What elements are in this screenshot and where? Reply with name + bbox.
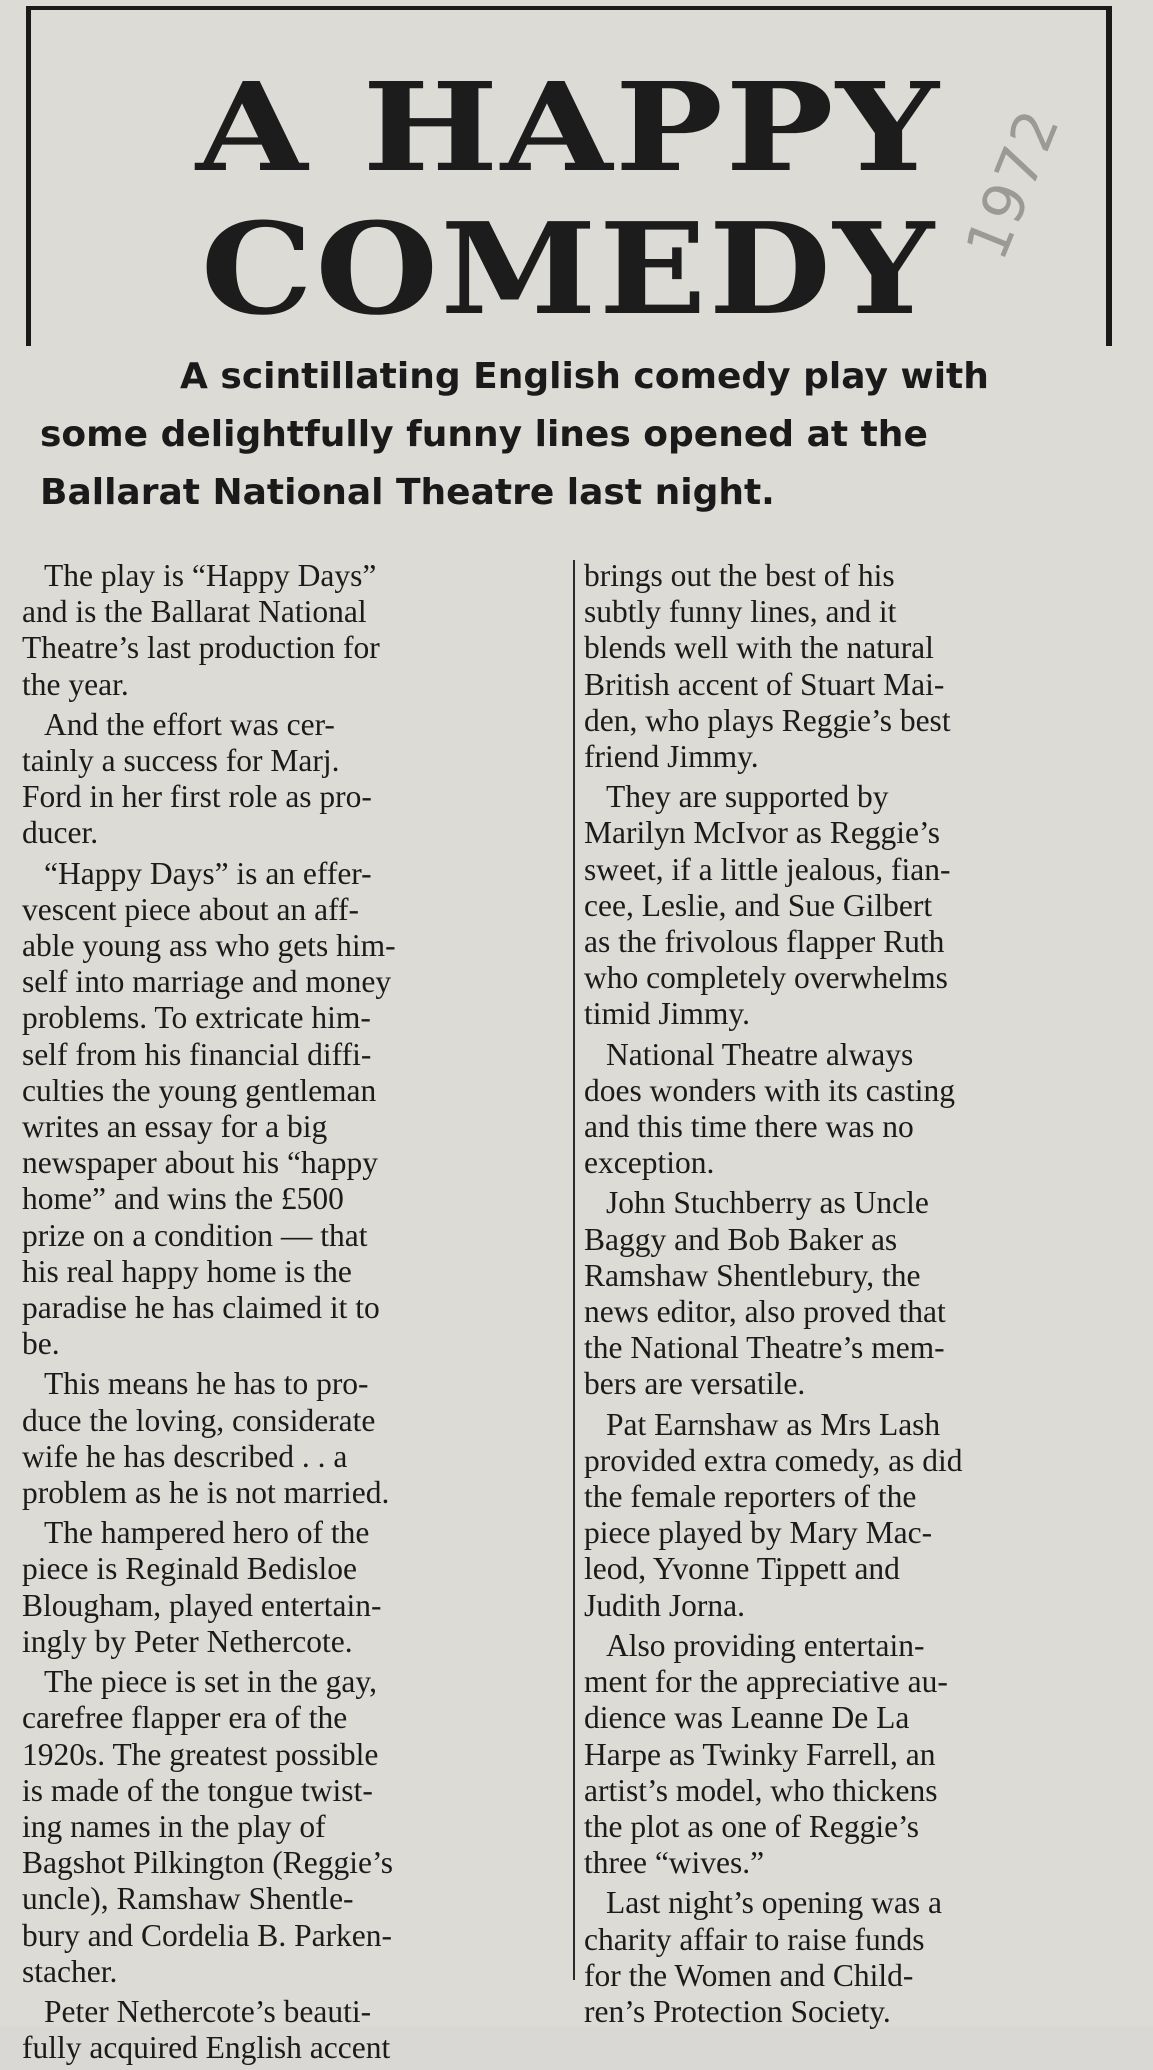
article-line: They are supported by (606, 779, 889, 815)
article-line: ren’s Protection Society. (584, 1993, 891, 2029)
article-paragraph (584, 1885, 1140, 2030)
article-paragraph (584, 1037, 1140, 1182)
article-paragraph (584, 779, 1140, 1032)
article-line: provided extra comedy, as did (584, 1442, 963, 1478)
standfirst-line: Ballarat National Theatre last night. (40, 472, 775, 513)
article-line: three “wives.” (584, 1845, 765, 1881)
article-line: subtly funny lines, and it (584, 594, 897, 630)
article-line: as the frivolous flapper Ruth (584, 924, 945, 960)
article-line: and this time there was no (584, 1109, 914, 1145)
article-line: Bagshot Pilkington (Reggie’s (22, 1845, 394, 1881)
article-line: British accent of Stuart Mai- (584, 666, 945, 702)
article-line: Baggy and Bob Baker as (584, 1221, 898, 1257)
article-paragraph (22, 1366, 562, 1511)
article-line: able young ass who gets him- (22, 928, 396, 964)
article-line: leod, Yvonne Tippett and (584, 1551, 900, 1587)
article-line: the National Theatre’s mem- (584, 1330, 945, 1366)
article-line: newspaper about his “happy (22, 1145, 379, 1181)
article-paragraph (584, 1185, 1140, 1402)
article-line: dience was Leanne De La (584, 1700, 910, 1736)
article-line: for the Women and Child- (584, 1957, 914, 1993)
article-column-left (22, 558, 562, 2070)
article-paragraph (584, 558, 1140, 775)
article-paragraph (22, 707, 562, 852)
headline-box (26, 6, 1112, 346)
date-stamp: 1972 (952, 99, 1074, 269)
article-line: piece is Reginald Bedisloe (22, 1551, 358, 1587)
article-line: carefree flapper era of the (22, 1700, 348, 1736)
article-line: timid Jimmy. (584, 996, 750, 1032)
article-line: And the effort was cer- (44, 706, 335, 742)
article-line: friend Jimmy. (584, 739, 759, 775)
article-line: Last night’s opening was a (606, 1885, 942, 1921)
article-line: This means he has to pro- (44, 1366, 369, 1402)
article-line: is made of the tongue twist- (22, 1772, 373, 1808)
article-line: Also providing entertain- (606, 1627, 925, 1663)
article-line: The piece is set in the gay, (44, 1664, 377, 1700)
article-line: bury and Cordelia B. Parken- (22, 1917, 393, 1953)
article-line: ment for the appreciative au- (584, 1664, 948, 1700)
article-line: charity affair to raise funds (584, 1921, 925, 1957)
article-line: be. (22, 1326, 60, 1362)
article-line: ingly by Peter Nethercote. (22, 1623, 353, 1659)
article-line: the year. (22, 666, 129, 702)
article-line: culties the young gentleman (22, 1072, 377, 1108)
article-line: wife he has described . . a (22, 1438, 348, 1474)
standfirst-line: A scintillating English comedy play with (180, 356, 989, 397)
article-line: problem as he is not married. (22, 1475, 390, 1511)
article-paragraph (22, 558, 562, 703)
article-paragraph (22, 1515, 562, 1660)
standfirst-line: some delightfully funny lines opened at the (40, 414, 928, 455)
article-line: Peter Nethercote’s beauti- (44, 1993, 372, 2029)
article-line: brings out the best of his (584, 558, 895, 593)
article-paragraph (22, 1664, 562, 1990)
article-line: bers are versatile. (584, 1366, 806, 1402)
article-line: and is the Ballarat National (22, 594, 367, 630)
article-line: who completely overwhelms (584, 960, 948, 996)
article-paragraph (22, 856, 562, 1363)
article-line: Blougham, played entertain- (22, 1587, 382, 1623)
article-line: den, who plays Reggie’s best (584, 702, 951, 738)
article-line: Pat Earnshaw as Mrs Lash (606, 1406, 941, 1442)
article-line: 1920s. The greatest possible (22, 1736, 379, 1772)
article-line: writes an essay for a big (22, 1109, 328, 1145)
article-column-right (584, 558, 1140, 2034)
headline-line-1: A HAPPY (195, 55, 942, 199)
article-line: self into marriage and money (22, 964, 392, 1000)
article-line: Ford in her first role as pro- (22, 779, 372, 815)
article-line: does wonders with its casting (584, 1072, 955, 1108)
standfirst (40, 348, 1110, 522)
article-line: John Stuchberry as Uncle (606, 1185, 929, 1221)
article-line: news editor, also proved that (584, 1294, 946, 1330)
article-line: piece played by Mary Mac- (584, 1515, 933, 1551)
headline-line-2: COMEDY (200, 195, 937, 343)
article-line: self from his financial diffi- (22, 1036, 372, 1072)
article-line: Ramshaw Shentlebury, the (584, 1257, 921, 1293)
article-line: stacher. (22, 1953, 118, 1989)
article-line: artist’s model, who thickens (584, 1772, 938, 1808)
article-line: The play is “Happy Days” (44, 558, 377, 593)
article-line: uncle), Ramshaw Shentle- (22, 1881, 354, 1917)
article-paragraph (584, 1628, 1140, 1881)
article-line: fully acquired English accent (22, 2030, 391, 2066)
article-line: tainly a success for Marj. (22, 743, 340, 779)
article-line: sweet, if a little jealous, fian- (584, 851, 951, 887)
article-line: Harpe as Twinky Farrell, an (584, 1736, 936, 1772)
article-line: cee, Leslie, and Sue Gilbert (584, 887, 933, 923)
column-divider (573, 560, 575, 1980)
article-line: Marilyn McIvor as Reggie’s (584, 815, 941, 851)
article-paragraph (584, 1407, 1140, 1624)
article-line: “Happy Days” is an effer- (44, 855, 372, 891)
article-line: ing names in the play of (22, 1808, 326, 1844)
article-line: the female reporters of the (584, 1479, 917, 1515)
article-line: home” and wins the £500 (22, 1181, 344, 1217)
article-line: Theatre’s last production for (22, 630, 380, 666)
article-line: vescent piece about an aff- (22, 891, 359, 927)
article-line: paradise he has claimed it to (22, 1290, 380, 1326)
article-line: National Theatre always (606, 1036, 914, 1072)
article-line: his real happy home is the (22, 1253, 352, 1289)
article-line: the plot as one of Reggie’s (584, 1808, 920, 1844)
article-line: blends well with the natural (584, 630, 934, 666)
article-line: The hampered hero of the (44, 1515, 370, 1551)
article-line: problems. To extricate him- (22, 1000, 371, 1036)
article-line: ducer. (22, 815, 99, 851)
article-line: prize on a condition — that (22, 1217, 368, 1253)
article-paragraph (22, 1994, 562, 2066)
article-line: Judith Jorna. (584, 1587, 745, 1623)
article-line: duce the loving, considerate (22, 1402, 376, 1438)
article-line: exception. (584, 1145, 715, 1181)
